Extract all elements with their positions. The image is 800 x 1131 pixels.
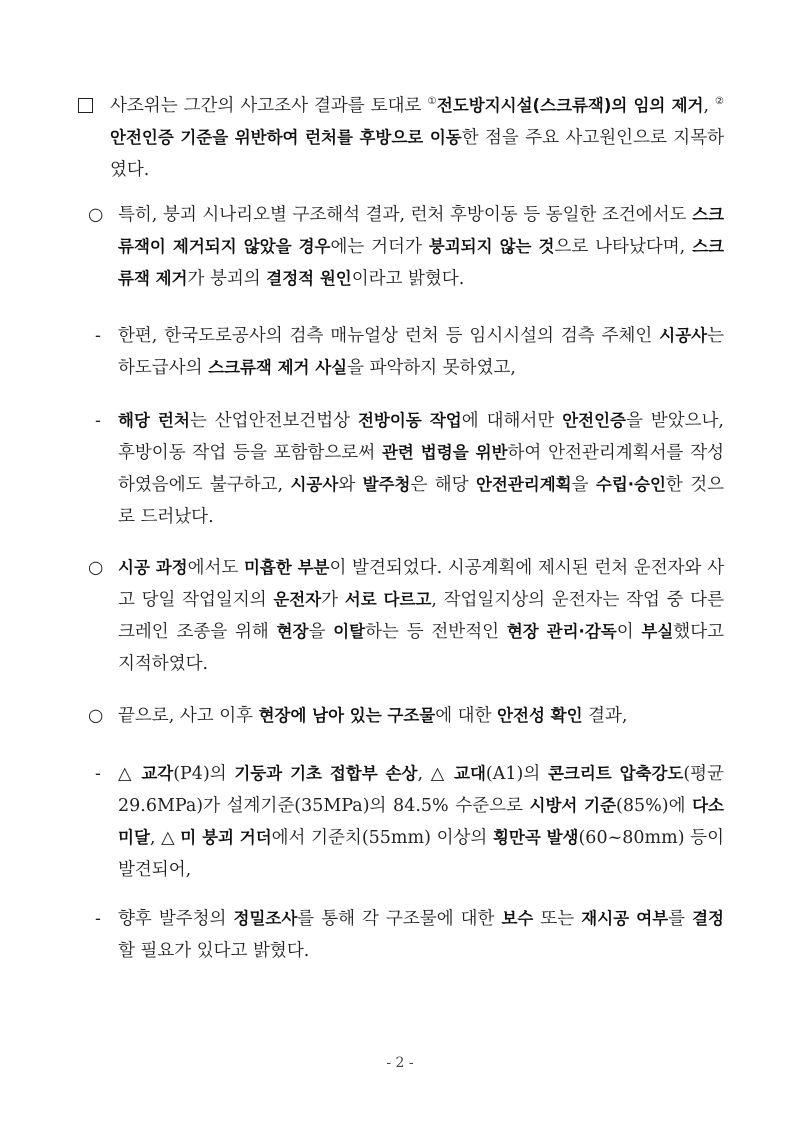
- dash-bullet-3: -: [95, 764, 101, 784]
- dash-bullet-4: -: [95, 909, 101, 929]
- emphasis-text: 재시공 여부: [581, 909, 669, 928]
- square-bullet-icon: [78, 98, 93, 113]
- emphasis-text: 결정적 원인: [266, 269, 352, 288]
- body-text: , △: [417, 764, 455, 784]
- body-text: 는 하도급사의: [118, 326, 724, 378]
- emphasis-text: 다소 미달: [118, 796, 724, 847]
- emphasis-text: 정밀조사: [233, 909, 298, 928]
- circled-number-marker: ①: [427, 96, 437, 107]
- emphasis-text: 교대: [454, 764, 486, 783]
- body-text: 에는 거더가: [330, 237, 429, 257]
- emphasis-text: 안전성 확인: [497, 706, 583, 725]
- body-text: 을: [571, 475, 596, 495]
- body-text: 에 대한: [435, 706, 498, 726]
- body-text: 하는 등 전반적인: [365, 622, 507, 642]
- dash-bullet-2: -: [95, 411, 101, 431]
- body-text: 할 필요가 있다고 밝혔다.: [118, 941, 310, 961]
- body-text: 이라고 밝혔다.: [351, 269, 465, 289]
- emphasis-text: 현장: [276, 622, 309, 641]
- body-text: 가 붕괴의: [187, 269, 267, 289]
- section-marker-square: [78, 90, 93, 124]
- body-text: 사조위는 그간의 사고조사 결과를 토대로: [110, 96, 428, 116]
- emphasis-text: 안전인증: [562, 411, 626, 430]
- body-text: 에 대해서만: [461, 411, 563, 431]
- body-text: ,: [703, 96, 716, 116]
- body-text: 을: [308, 622, 334, 642]
- body-text: , △: [149, 828, 181, 848]
- body-text: (A1)의: [485, 764, 548, 784]
- emphasis-text: 시공사: [659, 326, 708, 345]
- paragraph-2: [118, 199, 724, 295]
- circle-bullet-3: ○: [88, 706, 104, 726]
- emphasis-text: 교각: [141, 764, 174, 783]
- emphasis-text: 스크류잭 제거: [118, 237, 724, 288]
- body-text: 에서 기준치(55mm) 이상의: [271, 828, 493, 848]
- body-text: 이: [616, 622, 642, 642]
- emphasis-text: 스크류잭이 제거되지 않았을 경우: [118, 205, 724, 256]
- body-text: 한 점을 주요 사고원인으로 지목하였다.: [110, 128, 724, 180]
- emphasis-text: 미 붕괴 거더: [180, 828, 272, 847]
- emphasis-text: 전도방지시설(스크류잭)의 임의 제거: [436, 96, 704, 115]
- body-text: 가: [321, 590, 345, 610]
- body-text: 이 발견되었다. 시공계획에 제시된 런처 운전자와 사고 당일 작업일지의: [118, 558, 724, 610]
- paragraph-1: [110, 90, 724, 186]
- body-text: 를 통해 각 구조물에 대한: [297, 909, 502, 929]
- paragraph-6: [118, 700, 724, 732]
- emphasis-text: 콘크리트 압축강도: [547, 764, 684, 783]
- emphasis-text: 보수: [501, 909, 534, 928]
- emphasis-text: 이탈: [333, 622, 366, 641]
- emphasis-text: 전방이동 작업: [357, 411, 462, 430]
- emphasis-text: 해당 런처: [118, 411, 190, 430]
- body-text: 은 해당: [410, 475, 476, 495]
- body-text: 했다고 지적하였다.: [118, 622, 725, 674]
- body-text: 는 산업안전보건법상: [189, 411, 358, 431]
- dash-bullet-1: -: [95, 326, 101, 346]
- body-text: (평균 29.6MPa)가 설계기준(35MPa)의 84.5% 수준으로: [118, 764, 724, 816]
- circle-bullet-2: ○: [88, 558, 104, 578]
- body-text: 을 받았으나, 후방이동 작업 등을 포함함으로써: [118, 411, 724, 463]
- body-text: 와: [338, 475, 363, 495]
- body-text: 으로 나타났다며,: [554, 237, 693, 257]
- body-text: 결과,: [582, 706, 628, 726]
- emphasis-text: 붕괴되지 않는 것: [428, 237, 555, 256]
- body-text: 한편, 한국도로공사의 검측 매뉴얼상 런처 등 임시시설의 검측 주체인: [118, 326, 660, 346]
- paragraph-3: [118, 320, 724, 384]
- emphasis-text: 안전관리계획: [475, 475, 572, 494]
- emphasis-text: 횡만곡 발생: [492, 828, 579, 847]
- body-text: (85%)에: [616, 796, 693, 816]
- emphasis-text: 시공 과정: [118, 558, 188, 577]
- emphasis-text: 발주청: [362, 475, 411, 494]
- body-text: 를: [668, 909, 693, 929]
- paragraph-5: [118, 552, 724, 680]
- body-text: (P4)의: [173, 764, 235, 784]
- emphasis-text: 관련 법령을 위반: [381, 443, 508, 462]
- emphasis-text: 부실: [641, 622, 674, 641]
- body-text: 에서도: [187, 558, 244, 578]
- body-text: 끝으로, 사고 이후: [118, 706, 259, 726]
- body-text: 하여 안전관리계획서를 작성하였음에도 불구하고,: [118, 443, 725, 495]
- emphasis-text: 시공사: [290, 475, 339, 494]
- paragraph-7: [118, 758, 724, 886]
- circled-number-marker: ②: [715, 96, 724, 107]
- emphasis-text: 미흡한 부분: [243, 558, 330, 577]
- emphasis-text: 스크류잭 제거 사실: [208, 358, 348, 377]
- body-text: , 작업일지상의 운전자는 작업 중 다른 크레인 조종을 위해: [118, 590, 724, 642]
- emphasis-text: 운전자: [273, 590, 322, 609]
- emphasis-text: 기둥과 기초 접합부 손상: [234, 764, 418, 783]
- emphasis-text: 시방서 기준: [529, 796, 617, 815]
- paragraph-8: [118, 903, 724, 967]
- circle-bullet-1: ○: [88, 205, 104, 225]
- emphasis-text: 현장에 남아 있는 구조물: [258, 706, 436, 725]
- emphasis-text: 서로 다르고: [344, 590, 432, 609]
- body-text: 을 파악하지 못하였고,: [347, 358, 516, 378]
- body-text: 특히, 붕괴 시나리오별 구조해석 결과, 런처 후방이동 등 동일한 조건에서도: [118, 205, 693, 225]
- body-text: 또는: [533, 909, 582, 929]
- body-text: △: [118, 764, 142, 784]
- emphasis-text: 안전인증 기준을 위반하여 런처를 후방으로 이동: [110, 128, 462, 147]
- paragraph-4: [118, 405, 724, 533]
- emphasis-text: 결정: [692, 909, 724, 928]
- body-text: (60~80mm) 등이 발견되어,: [118, 828, 724, 880]
- emphasis-text: 현장 관리·감독: [506, 622, 617, 641]
- body-text: 향후 발주청의: [118, 909, 234, 929]
- body-text: 한 것으로 드러났다.: [118, 475, 725, 527]
- page-number: - 2 -: [386, 1055, 414, 1071]
- emphasis-text: 수립·승인: [595, 475, 666, 494]
